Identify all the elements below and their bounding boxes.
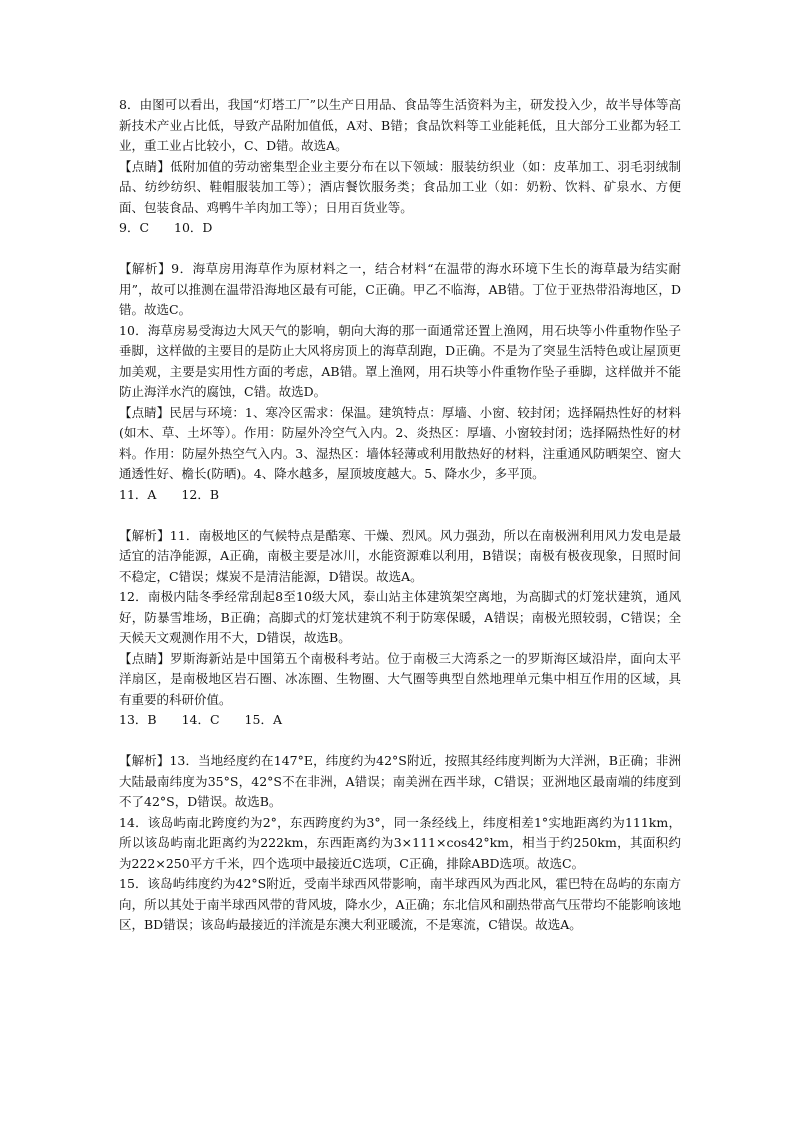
explanation-paragraph: 8．由图可以看出，我国“灯塔工厂”以生产日用品、食品等生活资料为主，研发投入少，故半导体等高新技术产业占比低，导致产品附加值低，A对、B错；食品饮料等工业能耗低，且大部分工业都为轻工业，重工业占比较小，C、D错。故选A。 <box>119 97 681 153</box>
paragraph-spacer <box>119 239 681 260</box>
explanation-paragraph: 【解析】13．当地经度约在147°E，纬度约为42°S附近，按照其经纬度判断为大洋洲，B正确；非洲大陆最南纬度为35°S，42°S不在非洲，A错误；南美洲在西半球，C错误；亚洲地区最南端的纬度到不了42°S，D错误。故选B。 <box>119 753 681 809</box>
explanation-paragraph: 14．该岛屿南北跨度约为2°，东西跨度约为3°，同一条经线上，纬度相差1°实地距离约为111km，所以该岛屿南北距离约为222km，东西距离约为3×111×cos42°km，相当于约250km，其面积约为222×250平方千米，四个选项中最接近C选项，C正确，排除ABD选项。故选C。 <box>119 814 681 871</box>
document-body <box>119 95 681 936</box>
explanation-paragraph: 【点睛】低附加值的劳动密集型企业主要分布在以下领域：服装纺织业（如：皮革加工、羽毛羽绒制品、纺纱纺织、鞋帽服装加工等）；酒店餐饮服务类；食品加工业（如：奶粉、饮料、矿泉水、方便面、包装食品、鸡鸭牛羊肉加工等）；日用百货业等。 <box>119 158 681 215</box>
explanation-paragraph: 【解析】11．南极地区的气候特点是酷寒、干燥、烈风。风力强劲，所以在南极洲利用风力发电是最适宜的洁净能源，A正确，南极主要是冰川，水能资源难以利用，B错误；南极有极夜现象，日照时间不稳定，C错误；煤炭不是清洁能源，D错误。故选A。 <box>119 527 681 584</box>
paragraph-spacer <box>119 731 681 752</box>
explanation-paragraph: 【点睛】民居与环境：1、寒冷区需求：保温。建筑特点：厚墙、小窗、较封闭；选择隔热性好的材料(如木、草、土坏等）。作用：防屋外冷空气入内。2、炎热区：厚墙、小窗较封闭；选择隔热性好的材料。作用：防屋外热空气入内。3、湿热区：墙体轻薄或利用散热好的材料，注重通风防晒架空、窗大通透性好、檐长(防晒)。4、降水越多，屋顶坡度越大。5、降水少，多平顶。 <box>119 404 681 481</box>
explanation-paragraph: 10．海草房易受海边大风天气的影响，朝向大海的那一面通常还置上渔网，用石块等小件重物作坠子垂脚，这样做的主要目的是防止大风将房顶上的海草刮跑，D正确。不是为了突显生活特色或让屋顶更加美观，主要是实用性方面的考虑，AB错。罩上渔网，用石块等小件重物作坠子垂脚，这样做并不能防止海洋水汽的腐蚀，C错。故选D。 <box>119 322 681 399</box>
explanation-paragraph: 15．该岛屿纬度约为42°S附近，受南半球西风带影响，南半球西风为西北风，霍巴特在岛屿的东南方向，所以其处于南半球西风带的背风坡，降水少，A正确；东北信风和副热带高气压带均不能影响该地区，BD错误；该岛屿最接近的洋流是东澳大利亚暖流，不是寒流，C错误。故选A。 <box>119 876 681 932</box>
answer-key-line: 9．C 10．D <box>119 220 213 235</box>
answer-key-line: 13．B 14．C 15．A <box>119 712 282 727</box>
paragraph-spacer <box>119 505 681 526</box>
explanation-paragraph: 【点睛】罗斯海新站是中国第五个南极科考站。位于南极三大湾系之一的罗斯海区域沿岸，面向太平洋扇区，是南极地区岩石圈、冰冻圈、生物圈、大气圈等典型自然地理单元集中相互作用的区域，具有重要的科研价值。 <box>119 650 681 707</box>
answer-key-line: 11．A 12．B <box>119 486 220 502</box>
explanation-paragraph: 12．南极内陆冬季经常刮起8至10级大风，泰山站主体建筑架空离地，为高脚式的灯笼状建筑，通风好，防暴雪堆场，B正确；高脚式的灯笼状建筑不利于防寒保暖，A错误；南极光照较弱，C错误；全天候天文观测作用不大，D错误，故选B。 <box>119 589 681 645</box>
explanation-paragraph: 【解析】9．海草房用海草作为原材料之一，结合材料“在温带的海水环境下生长的海草最为结实耐用”，故可以推测在温带沿海地区最有可能，C正确。甲乙不临海，AB错。丁位于亚热带沿海地区，D错。故选C。 <box>119 261 681 317</box>
